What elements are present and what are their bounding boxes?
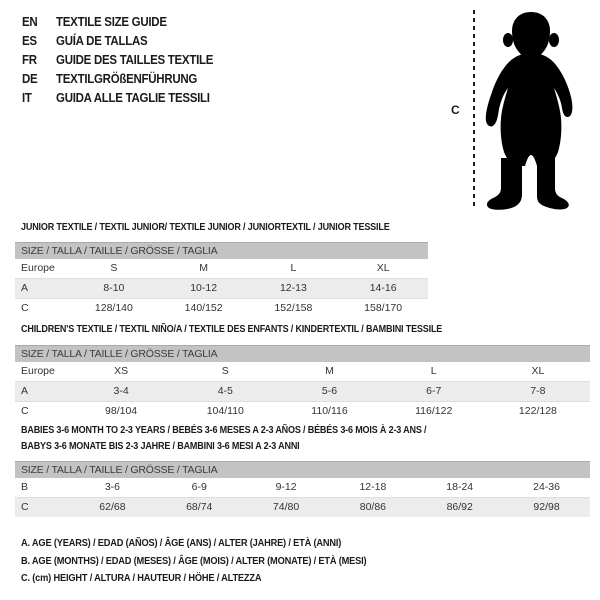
table-cell: 14-16 — [369, 282, 397, 294]
table-cell: 12-13 — [279, 282, 307, 294]
table-cell: L — [290, 262, 297, 274]
row-label: A — [21, 385, 29, 397]
row-label: Europe — [21, 365, 55, 377]
children-table-title: CHILDREN'S TEXTILE / TEXTIL NIÑO/A / TEXTILE DES ENFANTS / KINDERTEXTIL / BAMBINI TESSILE — [21, 323, 443, 335]
size-header-bar: SIZE / TALLA / TAILLE / GRÖSSE / TAGLIA — [15, 242, 428, 259]
language-code: DE — [22, 72, 38, 86]
table-cell: 152/158 — [274, 302, 313, 314]
table-cell: 128/140 — [94, 302, 133, 314]
table-cell: XS — [114, 365, 129, 377]
table-cell: 7-8 — [530, 385, 546, 397]
table-cell: 68/74 — [186, 501, 213, 513]
table-cell: S — [221, 365, 229, 377]
language-row — [22, 89, 213, 108]
row-label: C — [21, 302, 29, 314]
toddler-silhouette-icon — [481, 8, 577, 214]
table-cell: 3-4 — [113, 385, 129, 397]
language-code: EN — [22, 15, 38, 29]
table-cell: 4-5 — [217, 385, 233, 397]
table-cell: 8-10 — [103, 282, 125, 294]
table-cell: 18-24 — [446, 481, 474, 493]
table-row-age — [15, 382, 590, 402]
table-row-height — [15, 299, 428, 318]
table-cell: 6-7 — [426, 385, 442, 397]
table-cell: 12-18 — [359, 481, 387, 493]
language-row — [22, 70, 213, 89]
language-code: IT — [22, 91, 32, 105]
footnote-height: C. (cm) HEIGHT / ALTURA / HAUTEUR / HÖHE / ALTEZZA — [21, 572, 262, 584]
size-header-bar: SIZE / TALLA / TAILLE / GRÖSSE / TAGLIA — [15, 461, 590, 478]
table-cell: 98/104 — [105, 405, 138, 417]
legend-footnotes — [21, 535, 366, 588]
language-row — [22, 13, 213, 32]
babies-size-table — [15, 461, 590, 517]
table-cell: 110/116 — [311, 405, 348, 417]
row-label: A — [21, 282, 29, 294]
height-measure-dashed-line — [473, 10, 475, 208]
table-cell: 158/170 — [364, 302, 403, 314]
table-cell: 62/68 — [99, 501, 126, 513]
table-cell: 86/92 — [446, 501, 473, 513]
footnote-age-months: B. AGE (MONTHS) / EDAD (MESES) / ÂGE (MOIS) / ALTER (MONATE) / ETÀ (MESI) — [21, 554, 367, 567]
height-measure-label: C — [451, 103, 460, 117]
language-code: FR — [22, 53, 37, 67]
language-title: TEXTILGRÖßENFÜHRUNG — [56, 72, 198, 86]
language-title: GUIDE DES TAILLES TEXTILE — [56, 53, 214, 67]
babies-table-title-line2: BABYS 3-6 MONATE BIS 2-3 JAHRE / BAMBINI 3-6 MESI A 2-3 ANNI — [21, 440, 300, 452]
table-cell: 122/128 — [518, 405, 557, 417]
table-cell: 104/110 — [206, 405, 244, 417]
table-cell: 116/122 — [415, 405, 453, 417]
table-cell: 10-12 — [190, 282, 218, 294]
table-row-age — [15, 279, 428, 299]
junior-table-title: JUNIOR TEXTILE / TEXTIL JUNIOR/ TEXTILE JUNIOR / JUNIORTEXTIL / JUNIOR TESSILE — [21, 221, 390, 233]
language-row — [22, 32, 213, 51]
table-row-height — [15, 402, 590, 421]
table-cell: 92/98 — [533, 501, 560, 513]
table-cell: XL — [376, 262, 390, 274]
table-cell: XL — [531, 365, 545, 377]
table-row-europe — [15, 259, 428, 279]
table-cell: 74/80 — [272, 501, 300, 513]
table-cell: M — [199, 262, 208, 274]
table-row-height — [15, 498, 590, 517]
table-row-months — [15, 478, 590, 498]
table-cell: 24-36 — [533, 481, 560, 493]
table-cell: 80/86 — [359, 501, 387, 513]
size-header-bar: SIZE / TALLA / TAILLE / GRÖSSE / TAGLIA — [15, 345, 590, 362]
row-label: C — [21, 501, 29, 513]
language-header — [22, 13, 213, 108]
row-label: C — [21, 405, 29, 417]
language-title: GUIDA ALLE TAGLIE TESSILI — [56, 91, 210, 105]
babies-table-title-line1: BABIES 3-6 MONTH TO 2-3 YEARS / BEBÉS 3-6 MESES A 2-3 AÑOS / BÉBÉS 3-6 MOIS À 2-3 ANS / — [21, 424, 427, 436]
junior-size-table — [15, 242, 428, 318]
table-cell: 9-12 — [275, 481, 297, 493]
language-row — [22, 51, 213, 70]
language-code: ES — [22, 34, 37, 48]
table-cell: 3-6 — [104, 481, 120, 493]
table-cell: 5-6 — [321, 385, 338, 397]
row-label: B — [21, 481, 29, 493]
language-title: TEXTILE SIZE GUIDE — [56, 15, 167, 29]
children-size-table — [15, 345, 590, 421]
language-title: GUÍA DE TALLAS — [56, 34, 148, 48]
table-cell: 140/152 — [184, 302, 223, 314]
footnote-age-years: A. AGE (YEARS) / EDAD (AÑOS) / ÂGE (ANS) / ALTER (JAHRE) / ETÀ (ANNI) — [21, 537, 342, 549]
table-cell: L — [430, 365, 437, 377]
table-cell: S — [110, 262, 118, 274]
table-row-europe — [15, 362, 590, 382]
row-label: Europe — [21, 262, 55, 274]
table-cell: M — [325, 365, 334, 377]
table-cell: 6-9 — [191, 481, 207, 493]
